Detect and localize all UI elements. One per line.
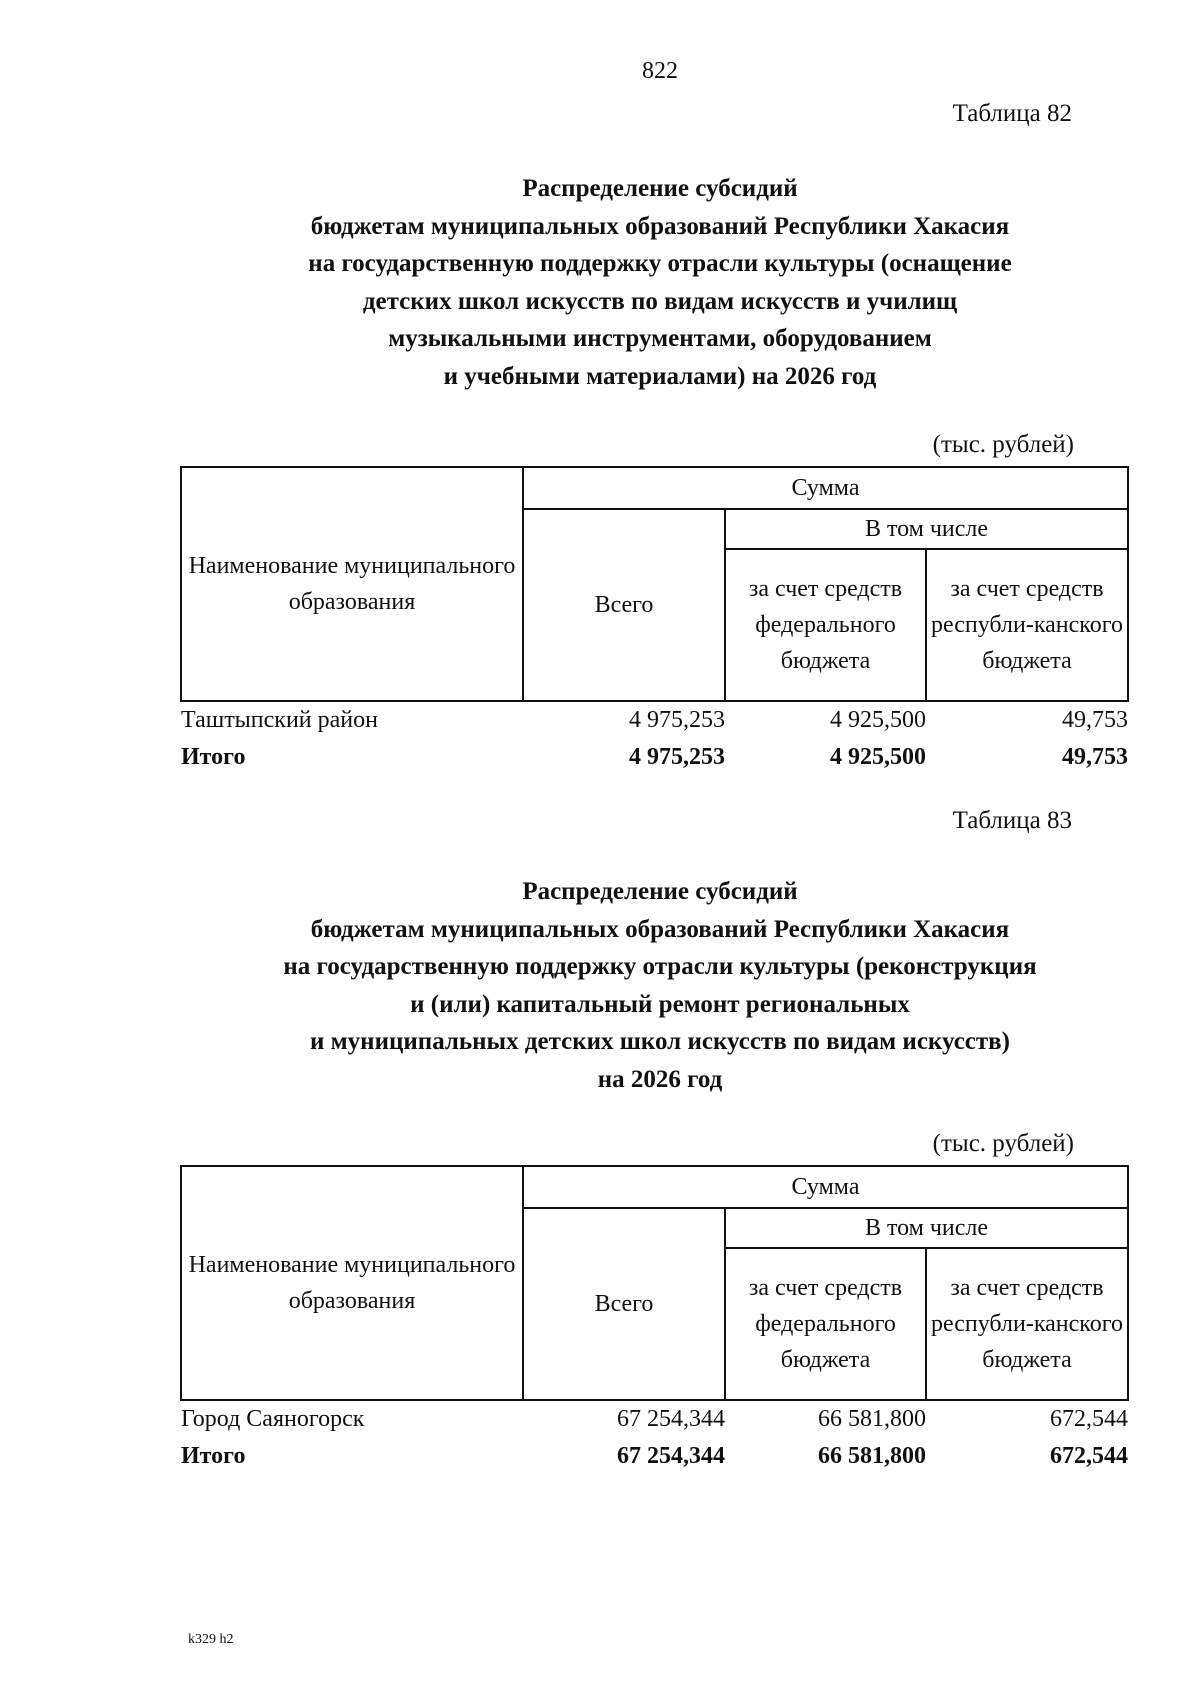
total-republic: 672,544 <box>1050 1443 1128 1469</box>
header-total: Всего <box>523 1208 725 1400</box>
row-total: 4 975,253 <box>629 707 725 733</box>
header-total: Всего <box>523 509 725 701</box>
header-including: В том числе <box>725 509 1128 549</box>
total-label: Итого <box>181 1443 246 1469</box>
total-federal: 4 925,500 <box>830 744 926 770</box>
subsidy-table <box>180 466 1129 776</box>
subsidy-table <box>180 1165 1129 1475</box>
row-federal: 66 581,800 <box>818 1406 926 1432</box>
row-republic: 672,544 <box>1050 1406 1128 1432</box>
title-line: и муниципальных детских школ искусств по видам искусств) <box>309 1028 1011 1055</box>
units-note: (тыс. рублей) <box>932 431 1074 458</box>
header-sum: Сумма <box>523 1166 1128 1208</box>
row-republic: 49,753 <box>1062 707 1128 733</box>
header-federal: за счет средств федерального бюджета <box>725 1248 926 1400</box>
title-line: на 2026 год <box>597 1065 723 1093</box>
total-federal: 66 581,800 <box>818 1443 926 1469</box>
title-line: Распределение субсидий <box>522 878 798 905</box>
total-label: Итого <box>181 744 246 770</box>
title-line: и учебными материалами) на 2026 год <box>443 362 877 390</box>
row-name: Таштыпский район <box>181 707 378 733</box>
header-including: В том числе <box>725 1208 1128 1248</box>
table-label: Таблица 83 <box>952 807 1072 834</box>
table-title <box>160 170 1160 395</box>
page-number: 822 <box>642 58 678 84</box>
header-name-col: Наименование муниципального образования <box>181 1166 523 1400</box>
row-federal: 4 925,500 <box>830 707 926 733</box>
total-republic: 49,753 <box>1062 744 1128 770</box>
title-line: детских школ искусств по видам искусств и училищ <box>362 287 958 315</box>
table-title <box>160 873 1160 1098</box>
table-row <box>181 1400 1128 1438</box>
row-total: 67 254,344 <box>617 1406 725 1432</box>
title-line: бюджетам муниципальных образований Республики Хакасия <box>310 212 1010 240</box>
table-row <box>181 701 1128 739</box>
total-all: 4 975,253 <box>629 744 725 770</box>
title-line: и (или) капитальный ремонт региональных <box>410 990 910 1018</box>
header-republic: за счет средств республи-канского бюджета <box>926 549 1128 701</box>
footer-code: k329 h2 <box>188 1632 234 1647</box>
header-name-col: Наименование муниципального образования <box>181 467 523 701</box>
total-row <box>181 1438 1128 1475</box>
total-all: 67 254,344 <box>617 1443 725 1469</box>
header-sum: Сумма <box>523 467 1128 509</box>
title-line: музыкальными инструментами, оборудованием <box>388 325 932 352</box>
title-line: на государственную поддержку отрасли культуры (оснащение <box>308 250 1012 277</box>
title-line: бюджетам муниципальных образований Республики Хакасия <box>310 915 1010 943</box>
title-line: Распределение субсидий <box>522 175 798 202</box>
total-row <box>181 739 1128 776</box>
header-federal: за счет средств федерального бюджета <box>725 549 926 701</box>
title-line: на государственную поддержку отрасли культуры (реконструкция <box>283 953 1037 980</box>
header-republic: за счет средств республи-канского бюджета <box>926 1248 1128 1400</box>
table-label: Таблица 82 <box>952 100 1072 127</box>
units-note: (тыс. рублей) <box>932 1130 1074 1157</box>
row-name: Город Саяногорск <box>181 1406 365 1432</box>
